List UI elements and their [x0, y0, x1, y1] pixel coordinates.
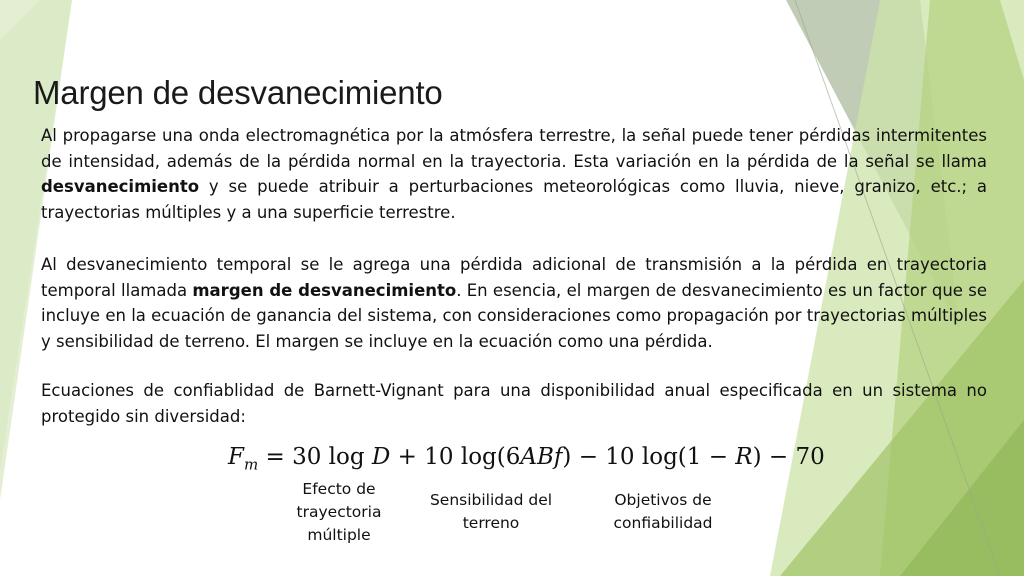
annotation-terrain-sensitivity — [424, 489, 558, 535]
equation-lhs-variable: F — [228, 444, 244, 470]
paragraph2-bold-term: margen de desvanecimiento — [192, 280, 457, 300]
annotation-line: Sensibilidad del — [429, 491, 553, 509]
equation-var-r: R — [735, 444, 753, 470]
annotation-line: Objetivos de — [614, 491, 712, 509]
annotation-multipath-effect — [288, 478, 390, 547]
annotation-line: confiabilidad — [613, 514, 713, 532]
annotation-line: terreno — [462, 514, 520, 532]
fade-margin-equation — [228, 444, 825, 474]
equation-part-4: ) − 70 — [752, 444, 825, 470]
equation-part-3: ) − 10 log(1 − — [562, 444, 736, 470]
annotation-line: Efecto de — [302, 480, 376, 498]
paragraph1-bold-term: desvanecimiento — [41, 177, 200, 196]
annotation-reliability-objectives — [604, 489, 722, 535]
annotation-line: trayectoria — [296, 503, 382, 521]
paragraph2-text-a: Al desvanecimiento temporal se le agrega una pérdida adicional de transmisión a la pérdida en trayectoria temporal llamada — [41, 255, 987, 300]
equation-var-abf: ABf — [520, 444, 563, 470]
paragraph1-text-b: y se puede atribuir a perturbaciones meteorológicas como lluvia, nieve, granizo, etc.; a trayectorias múltiples y a una superficie terrestre. — [41, 177, 987, 222]
slide-title: Margen de desvanecimiento — [33, 74, 443, 111]
paragraph-barnett-vignant: Ecuaciones de confiablidad de Barnett-Vignant para una disponibilidad anual especificada en un sistema no protegido sin diversidad: — [41, 381, 987, 426]
paragraph-fade-margin — [41, 252, 987, 354]
equation-part-1: = 30 log — [258, 444, 372, 470]
paragraph-fading-definition — [41, 123, 987, 225]
equation-lhs-subscript: m — [243, 455, 259, 474]
paragraph2-text-b: . En esencia, el margen de desvanecimiento es un factor que se incluye en la ecuación de ganancia del sistema, con consideraciones como propagación por trayectorias múltiples y sensibilidad de terreno. El margen se incluye en la ecuación como una pérdida. — [41, 280, 987, 351]
equation-part-2: + 10 log(6 — [390, 444, 521, 470]
equation-var-d: D — [371, 444, 391, 470]
paragraph1-text-a: Al propagarse una onda electromagnética por la atmósfera terrestre, la señal puede tener pérdidas intermitentes de intensidad, además de la pérdida normal en la trayectoria. Esta variación en la pérdida de la señal se llama — [41, 126, 987, 171]
annotation-line: múltiple — [307, 526, 371, 544]
